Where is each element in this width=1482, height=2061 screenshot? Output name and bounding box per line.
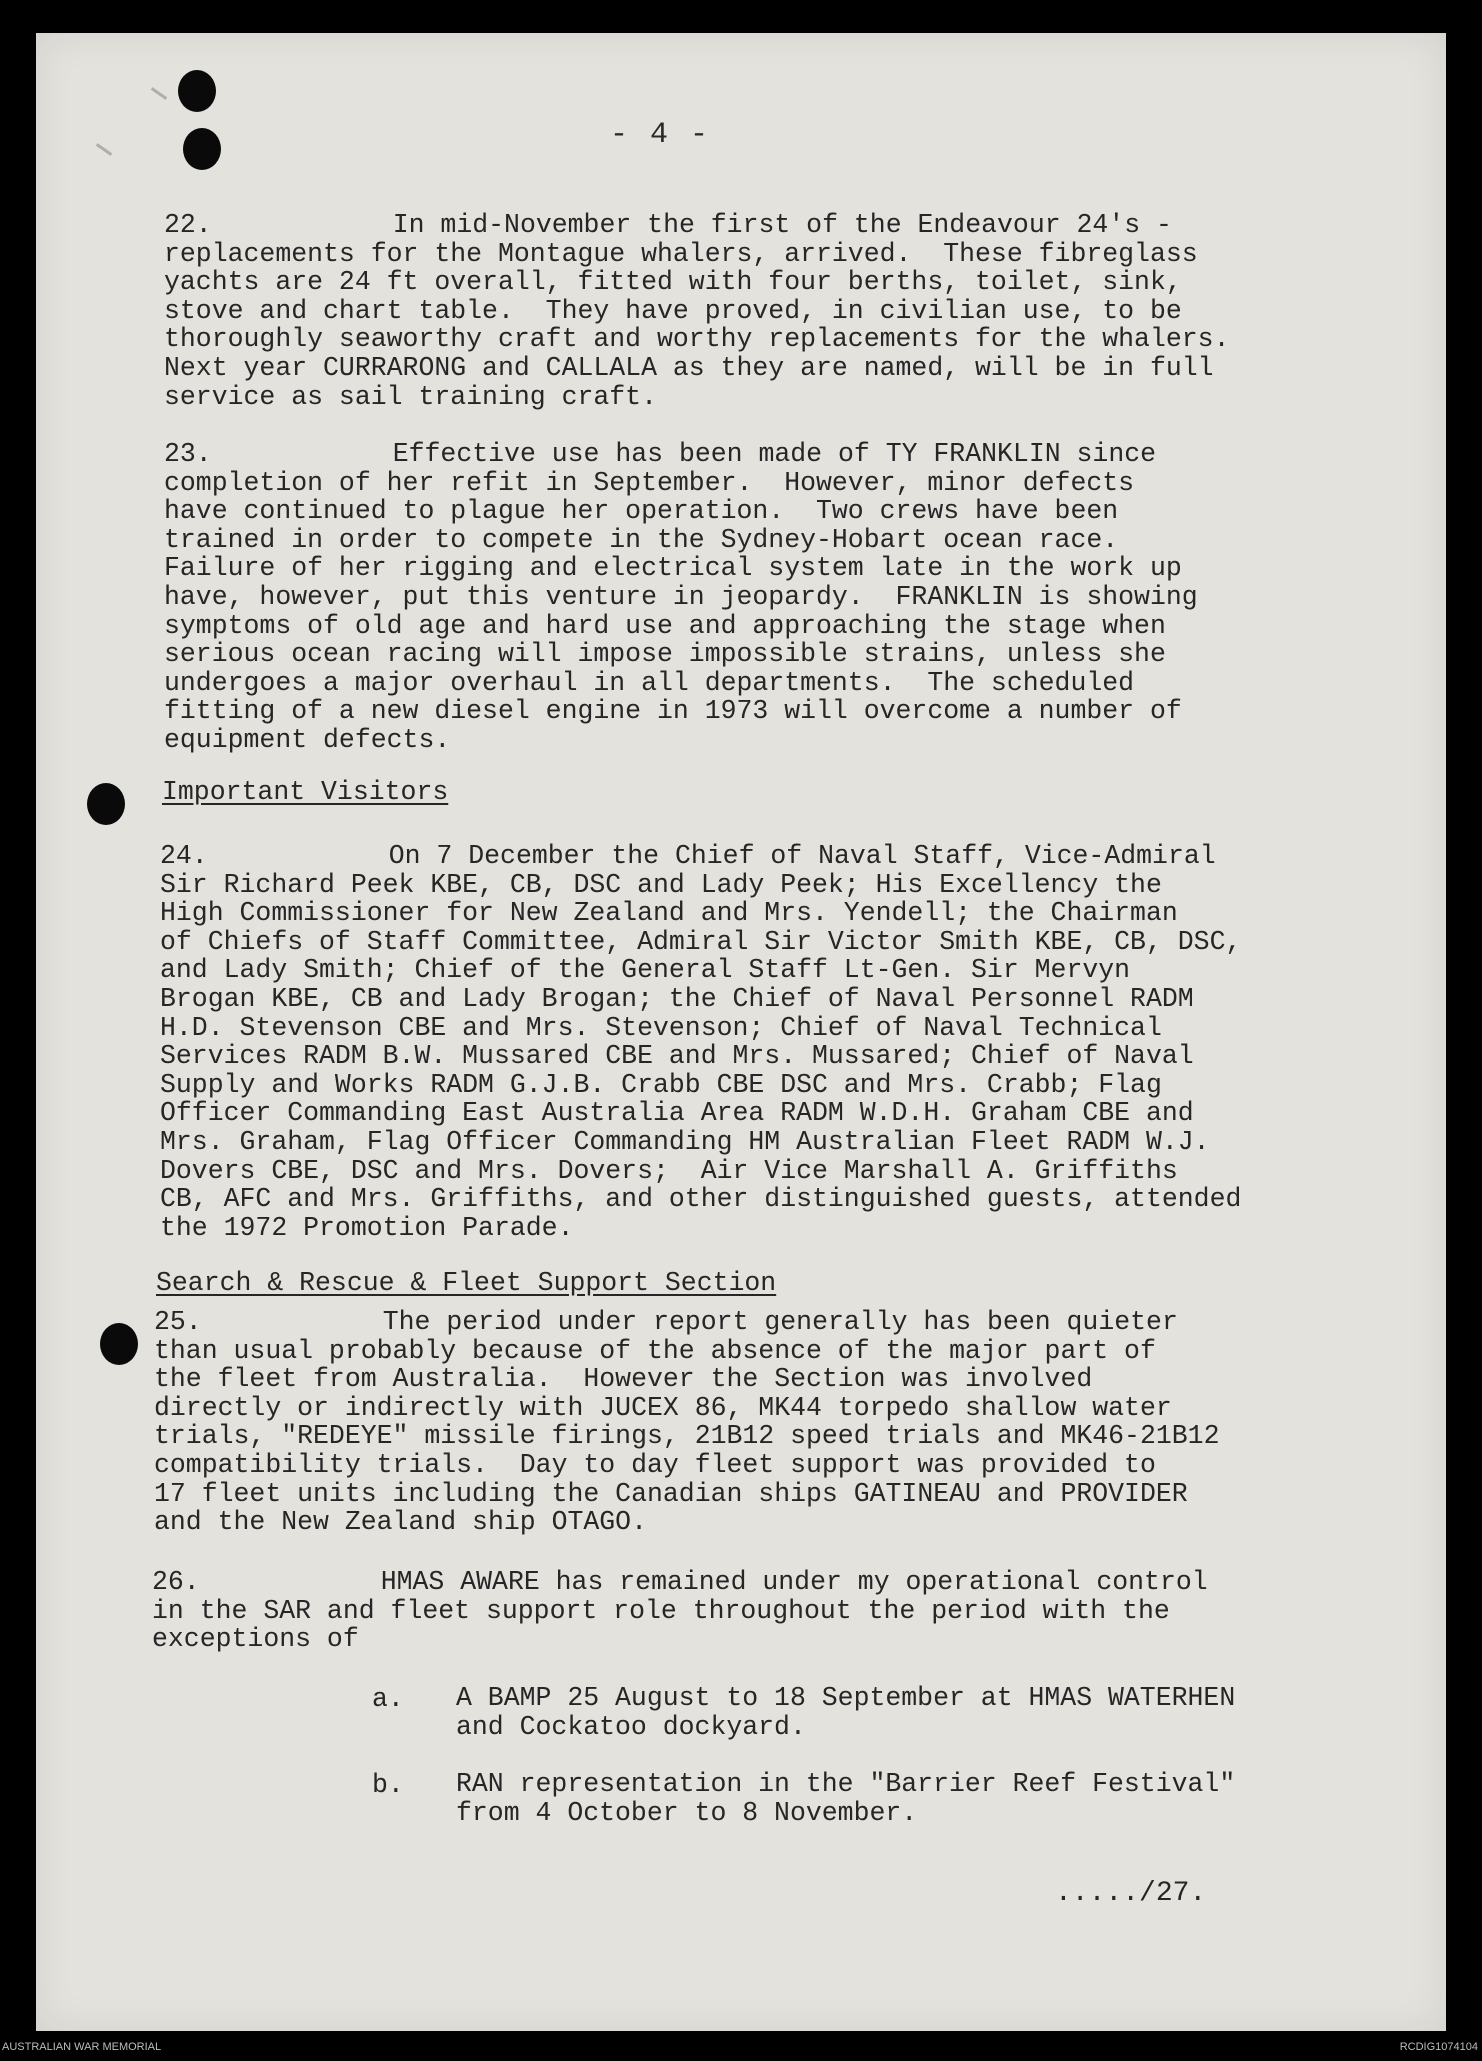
paragraph-line: replacements for the Montague whalers, arrived. These fibreglass [164, 238, 1198, 269]
paragraph-line: fitting of a new diesel engine in 1973 will overcome a number of [164, 696, 1182, 727]
paragraph-line: the fleet from Australia. However the Section was involved [154, 1364, 1093, 1395]
paragraph-number: 25. [154, 1307, 202, 1337]
paragraph-line: On 7 December the Chief of Naval Staff, Vice-Admiral [388, 841, 1216, 871]
paragraph-22 [164, 211, 1229, 411]
paragraph-number: 22. [164, 210, 212, 240]
paragraph-line: trials, "REDEYE" missile firings, 21B12 speed trials and MK46-21B12 [154, 1421, 1220, 1452]
paragraph-line: of Chiefs of Staff Committee, Admiral Sir Victor Smith KBE, CB, DSC, [160, 926, 1242, 957]
paragraph-line: undergoes a major overhaul in all departments. The scheduled [164, 667, 1135, 698]
list-item-letter: a. [372, 1684, 404, 1714]
paragraph-line: have, however, put this venture in jeopardy. FRANKLIN is showing [164, 581, 1198, 612]
paragraph-line: HMAS AWARE has remained under my operational control [380, 1567, 1208, 1597]
paragraph-25 [154, 1308, 1219, 1537]
paragraph-line: serious ocean racing will impose impossible strains, unless she [164, 639, 1166, 670]
paragraph-line: Supply and Works RADM G.J.B. Crabb CBE DSC and Mrs. Crabb; Flag [160, 1069, 1162, 1100]
list-item-line: RAN representation in the "Barrier Reef Festival" [456, 1769, 1236, 1799]
paragraph-line: In mid-November the first of the Endeavour 24's - [392, 210, 1172, 240]
paragraph-24 [160, 842, 1241, 1242]
paragraph-26 [152, 1568, 1208, 1654]
paragraph-line: in the SAR and fleet support role throughout the period with the [152, 1595, 1170, 1626]
paragraph-line: and the New Zealand ship OTAGO. [154, 1507, 647, 1538]
list-item-letter: b. [372, 1770, 404, 1800]
paragraph-line: have continued to plague her operation. Two crews have been [164, 496, 1119, 527]
punch-hole [100, 1323, 138, 1365]
punch-hole [87, 783, 125, 825]
punch-hole [178, 70, 216, 112]
paragraph-line: High Commissioner for New Zealand and Mrs. Yendell; the Chairman [160, 898, 1178, 929]
paragraph-23 [164, 440, 1198, 755]
paragraph-line: compatibility trials. Day to day fleet support was provided to [154, 1449, 1156, 1480]
paragraph-line: and Lady Smith; Chief of the General Staff Lt-Gen. Sir Mervyn [160, 955, 1131, 986]
paragraph-line: service as sail training craft. [164, 381, 657, 412]
paragraph-number: 23. [164, 439, 212, 469]
paragraph-line: yachts are 24 ft overall, fitted with four berths, toilet, sink, [164, 267, 1182, 298]
paragraph-line: equipment defects. [164, 724, 451, 755]
paragraph-line: 17 fleet units including the Canadian ships GATINEAU and PROVIDER [154, 1478, 1188, 1509]
paragraph-line: symptoms of old age and hard use and approaching the stage when [164, 610, 1166, 641]
paragraph-line: exceptions of [152, 1624, 359, 1655]
paragraph-line: Officer Commanding East Australia Area RADM W.D.H. Graham CBE and [160, 1098, 1194, 1129]
paragraph-line: the 1972 Promotion Parade. [160, 1212, 574, 1243]
punch-hole [183, 128, 221, 170]
list-item-line: from 4 October to 8 November. [456, 1797, 918, 1828]
page-number: - 4 - [610, 118, 711, 152]
paragraph-line: Mrs. Graham, Flag Officer Commanding HM Australian Fleet RADM W.J. [160, 1126, 1210, 1157]
paragraph-line: stove and chart table. They have proved, in civilian use, to be [164, 295, 1182, 326]
list-item-line: and Cockatoo dockyard. [456, 1711, 806, 1742]
paragraph-number: 24. [160, 841, 208, 871]
paragraph-line: thoroughly seaworthy craft and worthy replacements for the whalers. [164, 324, 1230, 355]
paragraph-line: H.D. Stevenson CBE and Mrs. Stevenson; Chief of Naval Technical [160, 1012, 1162, 1043]
continuation-marker: ...../27. [1055, 1878, 1207, 1909]
paragraph-line: The period under report generally has been quieter [382, 1307, 1178, 1337]
paragraph-line: Dovers CBE, DSC and Mrs. Dovers; Air Vice Marshall A. Griffiths [160, 1155, 1178, 1186]
section-heading-important-visitors: Important Visitors [162, 777, 449, 807]
paragraph-line: Effective use has been made of TY FRANKLIN since [392, 439, 1157, 469]
paragraph-line: than usual probably because of the absence of the major part of [154, 1335, 1156, 1366]
footer-archive-name: AUSTRALIAN WAR MEMORIAL [2, 2041, 162, 2053]
footer-record-id: RCDIG1074104 [1399, 2041, 1478, 2053]
paragraph-line: directly or indirectly with JUCEX 86, MK44 torpedo shallow water [154, 1392, 1172, 1423]
paragraph-line: Failure of her rigging and electrical system late in the work up [164, 553, 1182, 584]
paragraph-line: Brogan KBE, CB and Lady Brogan; the Chief of Naval Personnel RADM [160, 983, 1194, 1014]
paragraph-line: Sir Richard Peek KBE, CB, DSC and Lady Peek; His Excellency the [160, 869, 1162, 900]
paragraph-line: trained in order to compete in the Sydney-Hobart ocean race. [164, 524, 1119, 555]
paragraph-number: 26. [152, 1567, 200, 1597]
paragraph-line: Services RADM B.W. Mussared CBE and Mrs. Mussared; Chief of Naval [160, 1041, 1194, 1072]
list-item [456, 1684, 1235, 1741]
list-item-line: A BAMP 25 August to 18 September at HMAS WATERHEN [456, 1683, 1236, 1713]
paragraph-line: CB, AFC and Mrs. Griffiths, and other distinguished guests, attended [160, 1184, 1242, 1215]
paragraph-line: completion of her refit in September. However, minor defects [164, 467, 1135, 498]
section-heading-search-rescue: Search & Rescue & Fleet Support Section [156, 1268, 777, 1298]
paragraph-line: Next year CURRARONG and CALLALA as they are named, will be in full [164, 352, 1214, 383]
list-item [456, 1770, 1235, 1827]
